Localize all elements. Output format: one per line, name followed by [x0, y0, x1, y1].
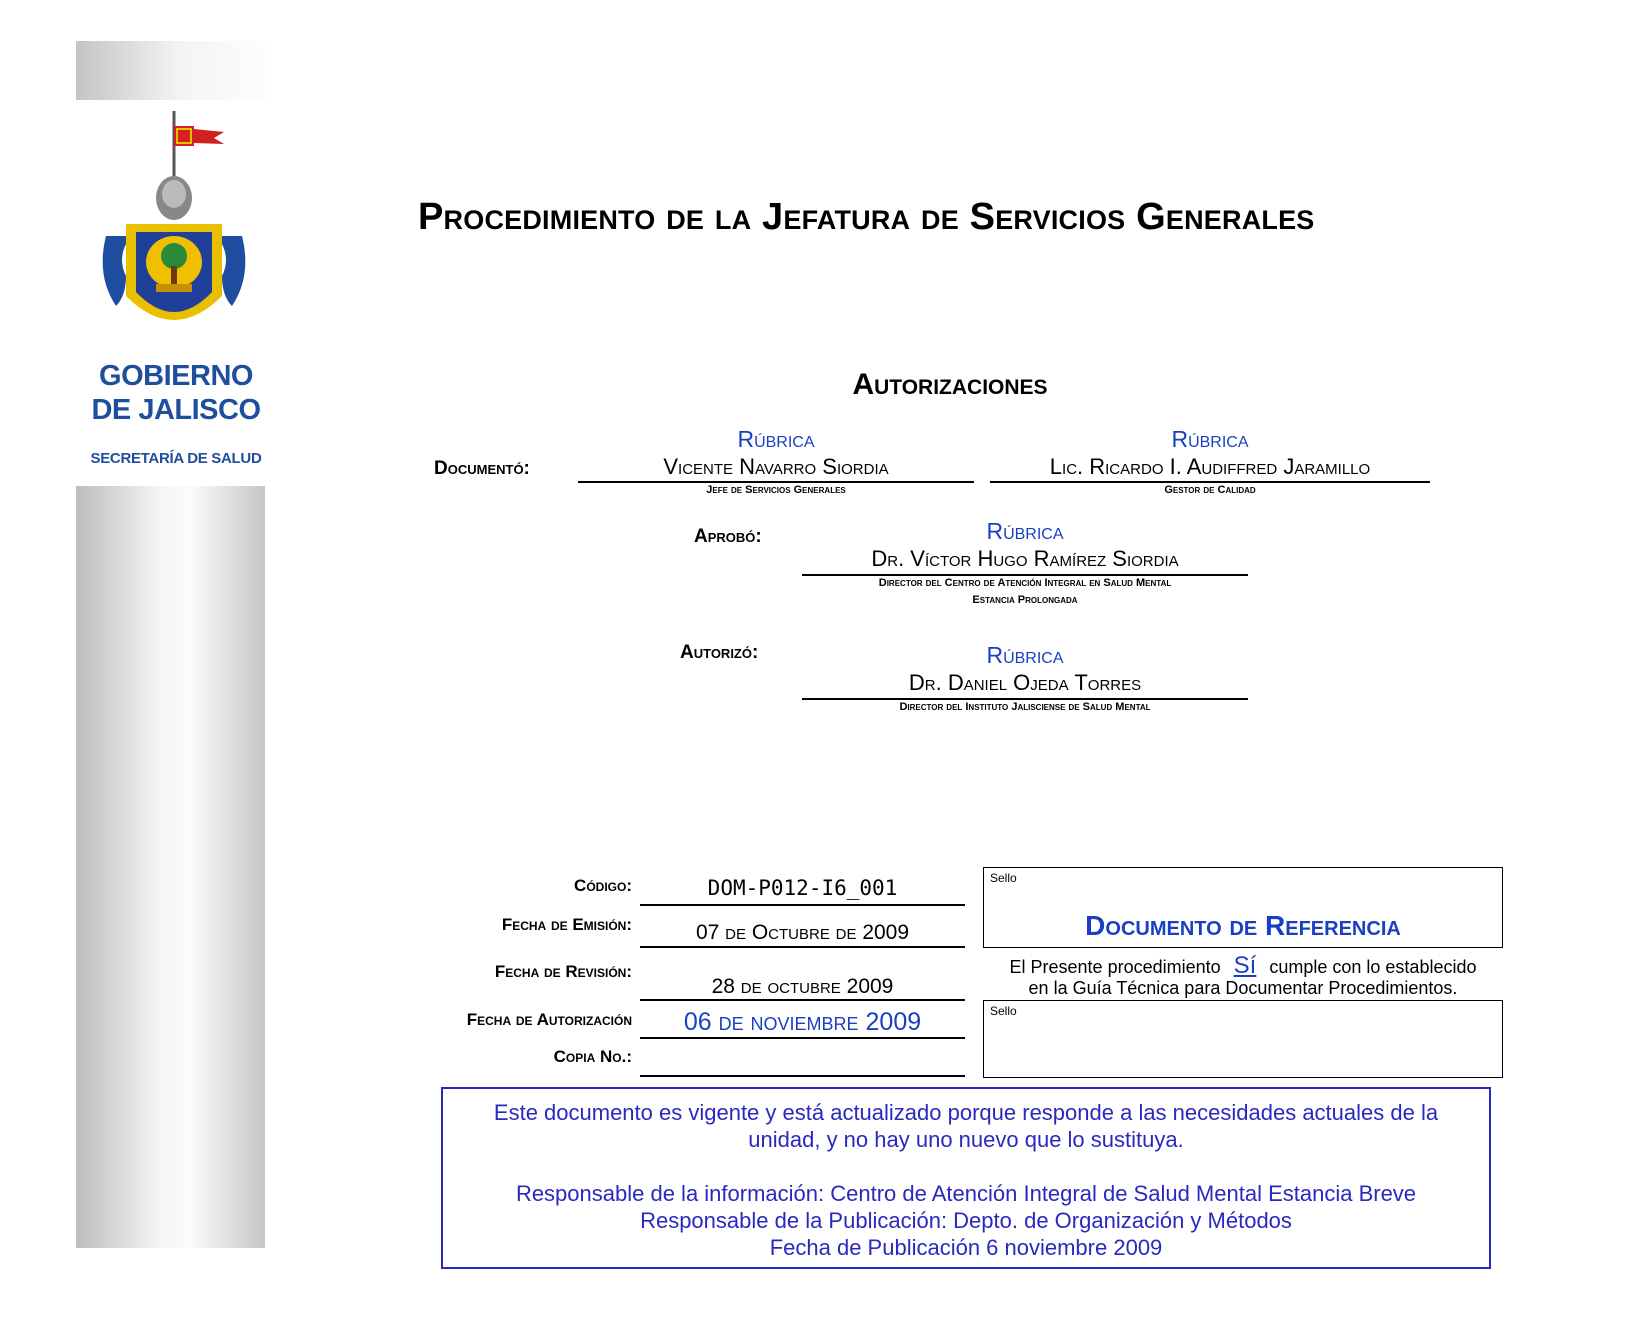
sello-box-bottom: [983, 1000, 1503, 1078]
sello-label-top: Sello: [990, 871, 1017, 885]
signer-1-name: Vicente Navarro Siordia: [663, 454, 889, 479]
authorizations-heading: Autorizaciones: [852, 368, 1048, 401]
emision-line: [640, 946, 965, 948]
revision-line: [640, 999, 965, 1001]
sidebar-main-bar: [76, 486, 265, 1248]
documento-referencia: Documento de Referencia: [1085, 910, 1401, 941]
signer-4-rubrica: Rúbrica: [986, 642, 1064, 668]
emision-label: Fecha de Emisión:: [501, 915, 632, 934]
cumple-pre: El Presente procedimiento: [1009, 957, 1221, 977]
gov-line-1: GOBIERNO: [99, 360, 253, 392]
revision-value: 28 de octubre 2009: [711, 975, 894, 998]
autorizacion-label: Fecha de Autorización: [466, 1010, 632, 1029]
sidebar-top-bar: [76, 41, 266, 100]
codigo-line: [640, 904, 965, 906]
signer-3-rubrica: Rúbrica: [986, 518, 1064, 544]
coat-of-arms-icon: [86, 106, 262, 346]
cumple-si: Sí: [1233, 952, 1257, 979]
signer-2-rubrica: Rúbrica: [1171, 426, 1249, 452]
codigo-value: DOM-P012-I6_001: [707, 876, 898, 900]
info-line-4: Responsable de la Publicación: Depto. de Organización y Métodos: [640, 1208, 1292, 1233]
documento-label: Documentó:: [434, 458, 530, 479]
revision-label: Fecha de Revisión:: [494, 962, 632, 981]
cumple-line-2: en la Guía Técnica para Documentar Procedimientos.: [1028, 978, 1458, 998]
signer-1-line: [578, 481, 974, 483]
copia-line: [640, 1075, 965, 1077]
autorizacion-value: 06 de noviembre 2009: [683, 1008, 922, 1036]
signer-3-role: Director del Centro de Atención Integral en Salud Mental: [878, 577, 1172, 589]
signer-1-role: Jefe de Servicios Generales: [706, 484, 846, 496]
signer-3-line: [802, 574, 1248, 576]
signer-4-role: Director del Instituto Jalisciense de Salud Mental: [899, 701, 1151, 713]
copia-label: Copia No.:: [553, 1047, 632, 1066]
sello-label-bottom: Sello: [990, 1004, 1017, 1018]
emision-value: 07 de Octubre de 2009: [695, 921, 910, 944]
signer-2-role: Gestor de Calidad: [1164, 484, 1256, 496]
signer-4-line: [802, 698, 1248, 700]
signer-2-line: [990, 481, 1430, 483]
codigo-label: Código:: [574, 876, 632, 895]
page-title: Procedimiento de la Jefatura de Servicios Generales: [418, 196, 1315, 238]
info-line-2: unidad, y no hay uno nuevo que lo sustituya.: [748, 1127, 1184, 1152]
gov-line-2: DE JALISCO: [91, 394, 261, 426]
info-line-1: Este documento es vigente y está actualizado porque responde a las necesidades actuales de la: [493, 1100, 1439, 1125]
autorizo-label: Autorizó:: [680, 642, 759, 663]
signer-2-name: Lic. Ricardo I. Audiffred Jaramillo: [1049, 454, 1371, 479]
signer-4-name: Dr. Daniel Ojeda Torres: [908, 670, 1142, 695]
vigencia-info-box: [441, 1087, 1491, 1269]
signer-3-name: Dr. Víctor Hugo Ramírez Siordia: [871, 546, 1179, 571]
cumple-post: cumple con lo establecido: [1269, 957, 1477, 977]
info-line-3: Responsable de la información: Centro de Atención Integral de Salud Mental Estancia Breve: [515, 1181, 1417, 1206]
signer-1-rubrica: Rúbrica: [737, 426, 815, 452]
signer-3-role2: Estancia Prolongada: [972, 594, 1078, 606]
aprobo-label: Aprobó:: [694, 526, 762, 547]
autorizacion-line: [640, 1037, 965, 1039]
cumple-line-1: [983, 952, 1503, 980]
secretaria-label: SECRETARÍA DE SALUD: [90, 450, 262, 467]
info-line-5: Fecha de Publicación 6 noviembre 2009: [769, 1235, 1163, 1260]
